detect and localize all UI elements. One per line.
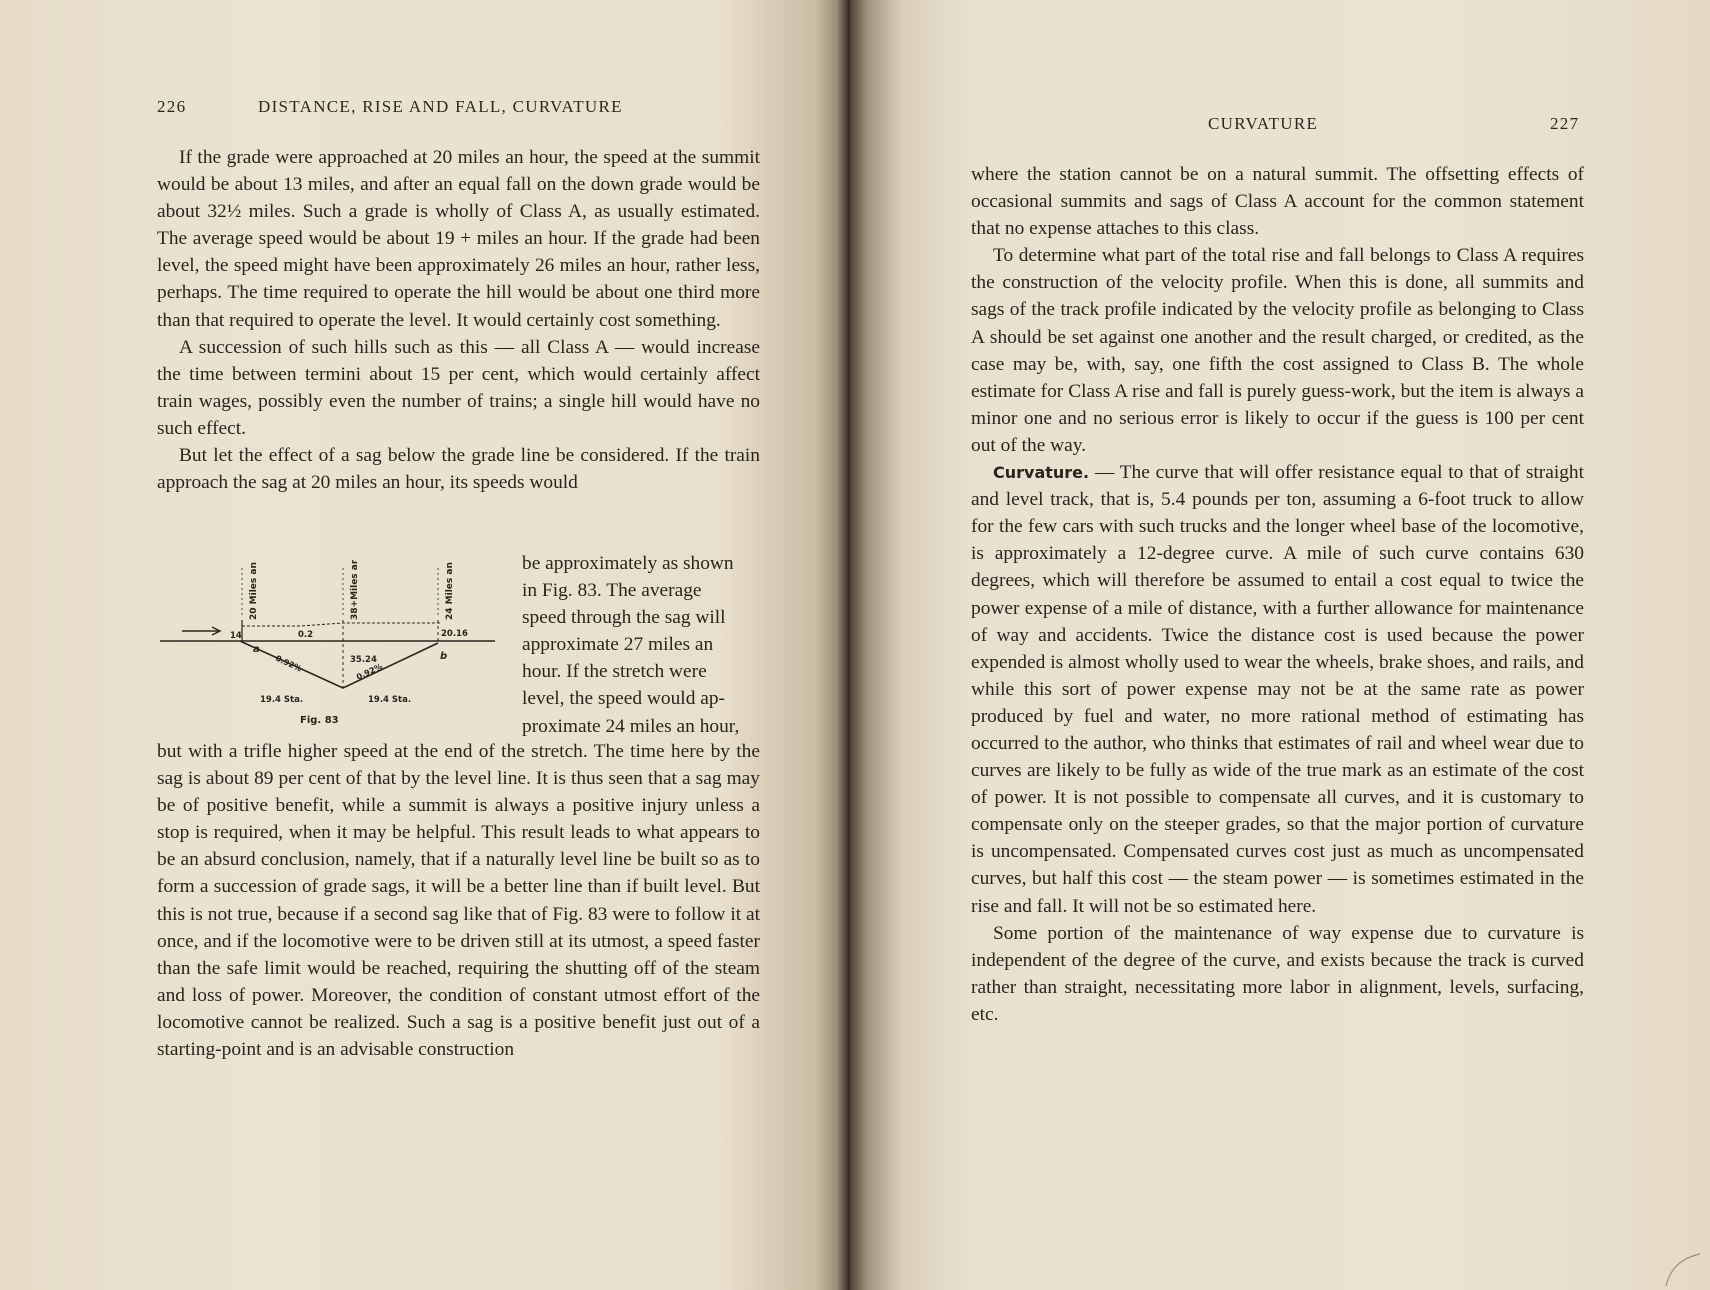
grade-label: 0.92% [355,661,385,682]
left-text-block [157,144,760,496]
wrap-line: hour. If the stretch were [522,661,707,683]
value-label: 35.24 [350,655,377,665]
paragraph-text: — The curve that will offer resistance equal to that of straight and level track, that is, 5.4 pounds per ton, assuming a 6-foot truck to allow for the few cars with such trucks and the longer wheel base of the locomotive, is approximately a 12-degree curve. A mile of such curve contains 630 degrees, which will therefore be assumed to entail a cost equal to twice the power expense of a mile of distance, with a further allowance for maintenance of way and accidents. Twice the distance cost is used because the power expended is almost wholly used to wear the wheels, brake shoes, and rails, and while this sort of power expense may not be at the same rate as power produced by fuel and water, no more rational method of estimating has occurred to the author, who thinks that estimates of rail and wheel wear due to curves are likely to be fully as wide of the true mark as an estimate of the cost of power. It is not possible to compensate all curves, and it is customary to compensate only on the steeper grades, so that the major portion of curvature is uncompensated. Compensated curves cost just as much as uncompensated curves, but half this cost — the steam power — is sometimes estimated in the rise and fall. It will not be so estimated here. [971,462,1584,917]
right-text-block [971,161,1584,1028]
speed-label: 24 Miles an Hour. [445,560,455,620]
point-label: a [253,644,260,655]
page-corner-curl [1662,1248,1702,1288]
paragraph: Some portion of the maintenance of way expense due to curvature is independent of the degree of the curve, and exists because the track is curved rather than straight, necessitating more labor in alignment, levels, surfacing, etc. [971,922,1584,1025]
wrap-line: level, the speed would ap- [522,688,725,710]
page-number-right: 227 [1550,114,1580,133]
value-label: 14 [230,631,242,641]
left-page [0,0,850,1290]
paragraph: A succession of such hills such as this — all Class A — would increase the time between termini about 15 per cent, which would certainly affect train wages, possibly even the number of trains; a single hill would have no such effect. [157,336,760,439]
point-label: b [440,651,448,662]
station-label: 19.4 Sta. [368,695,412,705]
running-head-right: CURVATURE [1208,114,1319,133]
value-label: 0.2 [298,630,314,640]
wrap-text-block [522,550,760,740]
wrap-line: be approximately as shown [522,553,734,574]
paragraph [971,459,1584,920]
running-head-left: DISTANCE, RISE AND FALL, CURVATURE [258,97,623,116]
paragraph: To determine what part of the total rise and fall belongs to Class A requires the construction of the velocity profile. When this is done, all summits and sags of the track profile indicated by the velocity profile as belonging to Class A should be set against one another and the result charged, or credited, as the case may be, with, say, one fifth the cost assigned to Class B. The whole estimate for Class A rise and fall is purely guess-work, but the item is always a minor one and no serious error is likely to occur if the guess is 100 per cent out of the way. [971,245,1584,456]
velocity-profile-diagram [160,560,505,730]
left-text-block-lower [157,738,760,1063]
paragraph: where the station cannot be on a natural summit. The offsetting effects of occasional summits and sags of Class A account for the common statement that no expense attaches to this class. [971,164,1584,240]
velocity-line [242,623,440,626]
speed-label: 20 Miles an Hour. [249,560,259,620]
figure-83 [160,560,505,730]
paragraph: but with a trifle higher speed at the end of the stretch. The time here by the sag is about 89 per cent of that by the level line. It is thus seen that a sag may be of positive benefit, while a summit is always a positive injury unless a stop is required, when it may be helpful. This result leads to what appears to be an absurd conclusion, namely, that if a naturally level line be built so as to form a succession of grade sags, it will be a better line than if built level. But this is not true, because if a second sag like that of Fig. 83 were to follow it at once, and if the locomotive were to be driven still at its utmost, a speed faster than the safe limit would be reached, requiring the shutting off of the steam and loss of power. Moreover, the condition of constant utmost effort of the locomotive cannot be realized. Such a sag is a positive benefit just out of a starting-point and is an advisable construction [157,741,760,1061]
wrap-line: in Fig. 83. The average [522,580,702,602]
wrap-line: speed through the sag will [522,607,726,629]
value-label: 20.16 [441,629,468,639]
figure-caption: Fig. 83 [300,715,339,726]
section-heading: Curvature. [993,463,1090,483]
speed-label: 38+Miles an Hour. [350,560,360,620]
grade-label: 0.92% [274,653,304,674]
wrap-line: approximate 27 miles an [522,634,714,656]
paragraph: If the grade were approached at 20 miles an hour, the speed at the summit would be about 13 miles, and after an equal fall on the down grade would be about 32½ miles. Such a grade is wholly of Class A, as usually estimated. The average speed would be about 19 + miles an hour. If the grade had been level, the speed might have been approximately 26 miles an hour, rather less, perhaps. The time required to operate the hill would be about one third more than that required to operate the level. It would certainly cost something. [157,147,760,331]
wrap-line: proximate 24 miles an hour, [522,715,740,737]
sag-profile-line [240,641,438,688]
station-label: 19.4 Sta. [260,695,304,705]
paragraph: But let the effect of a sag below the grade line be considered. If the train approach the sag at 20 miles an hour, its speeds would [157,445,760,494]
right-page [850,0,1710,1290]
page-number-left: 226 [157,97,187,116]
